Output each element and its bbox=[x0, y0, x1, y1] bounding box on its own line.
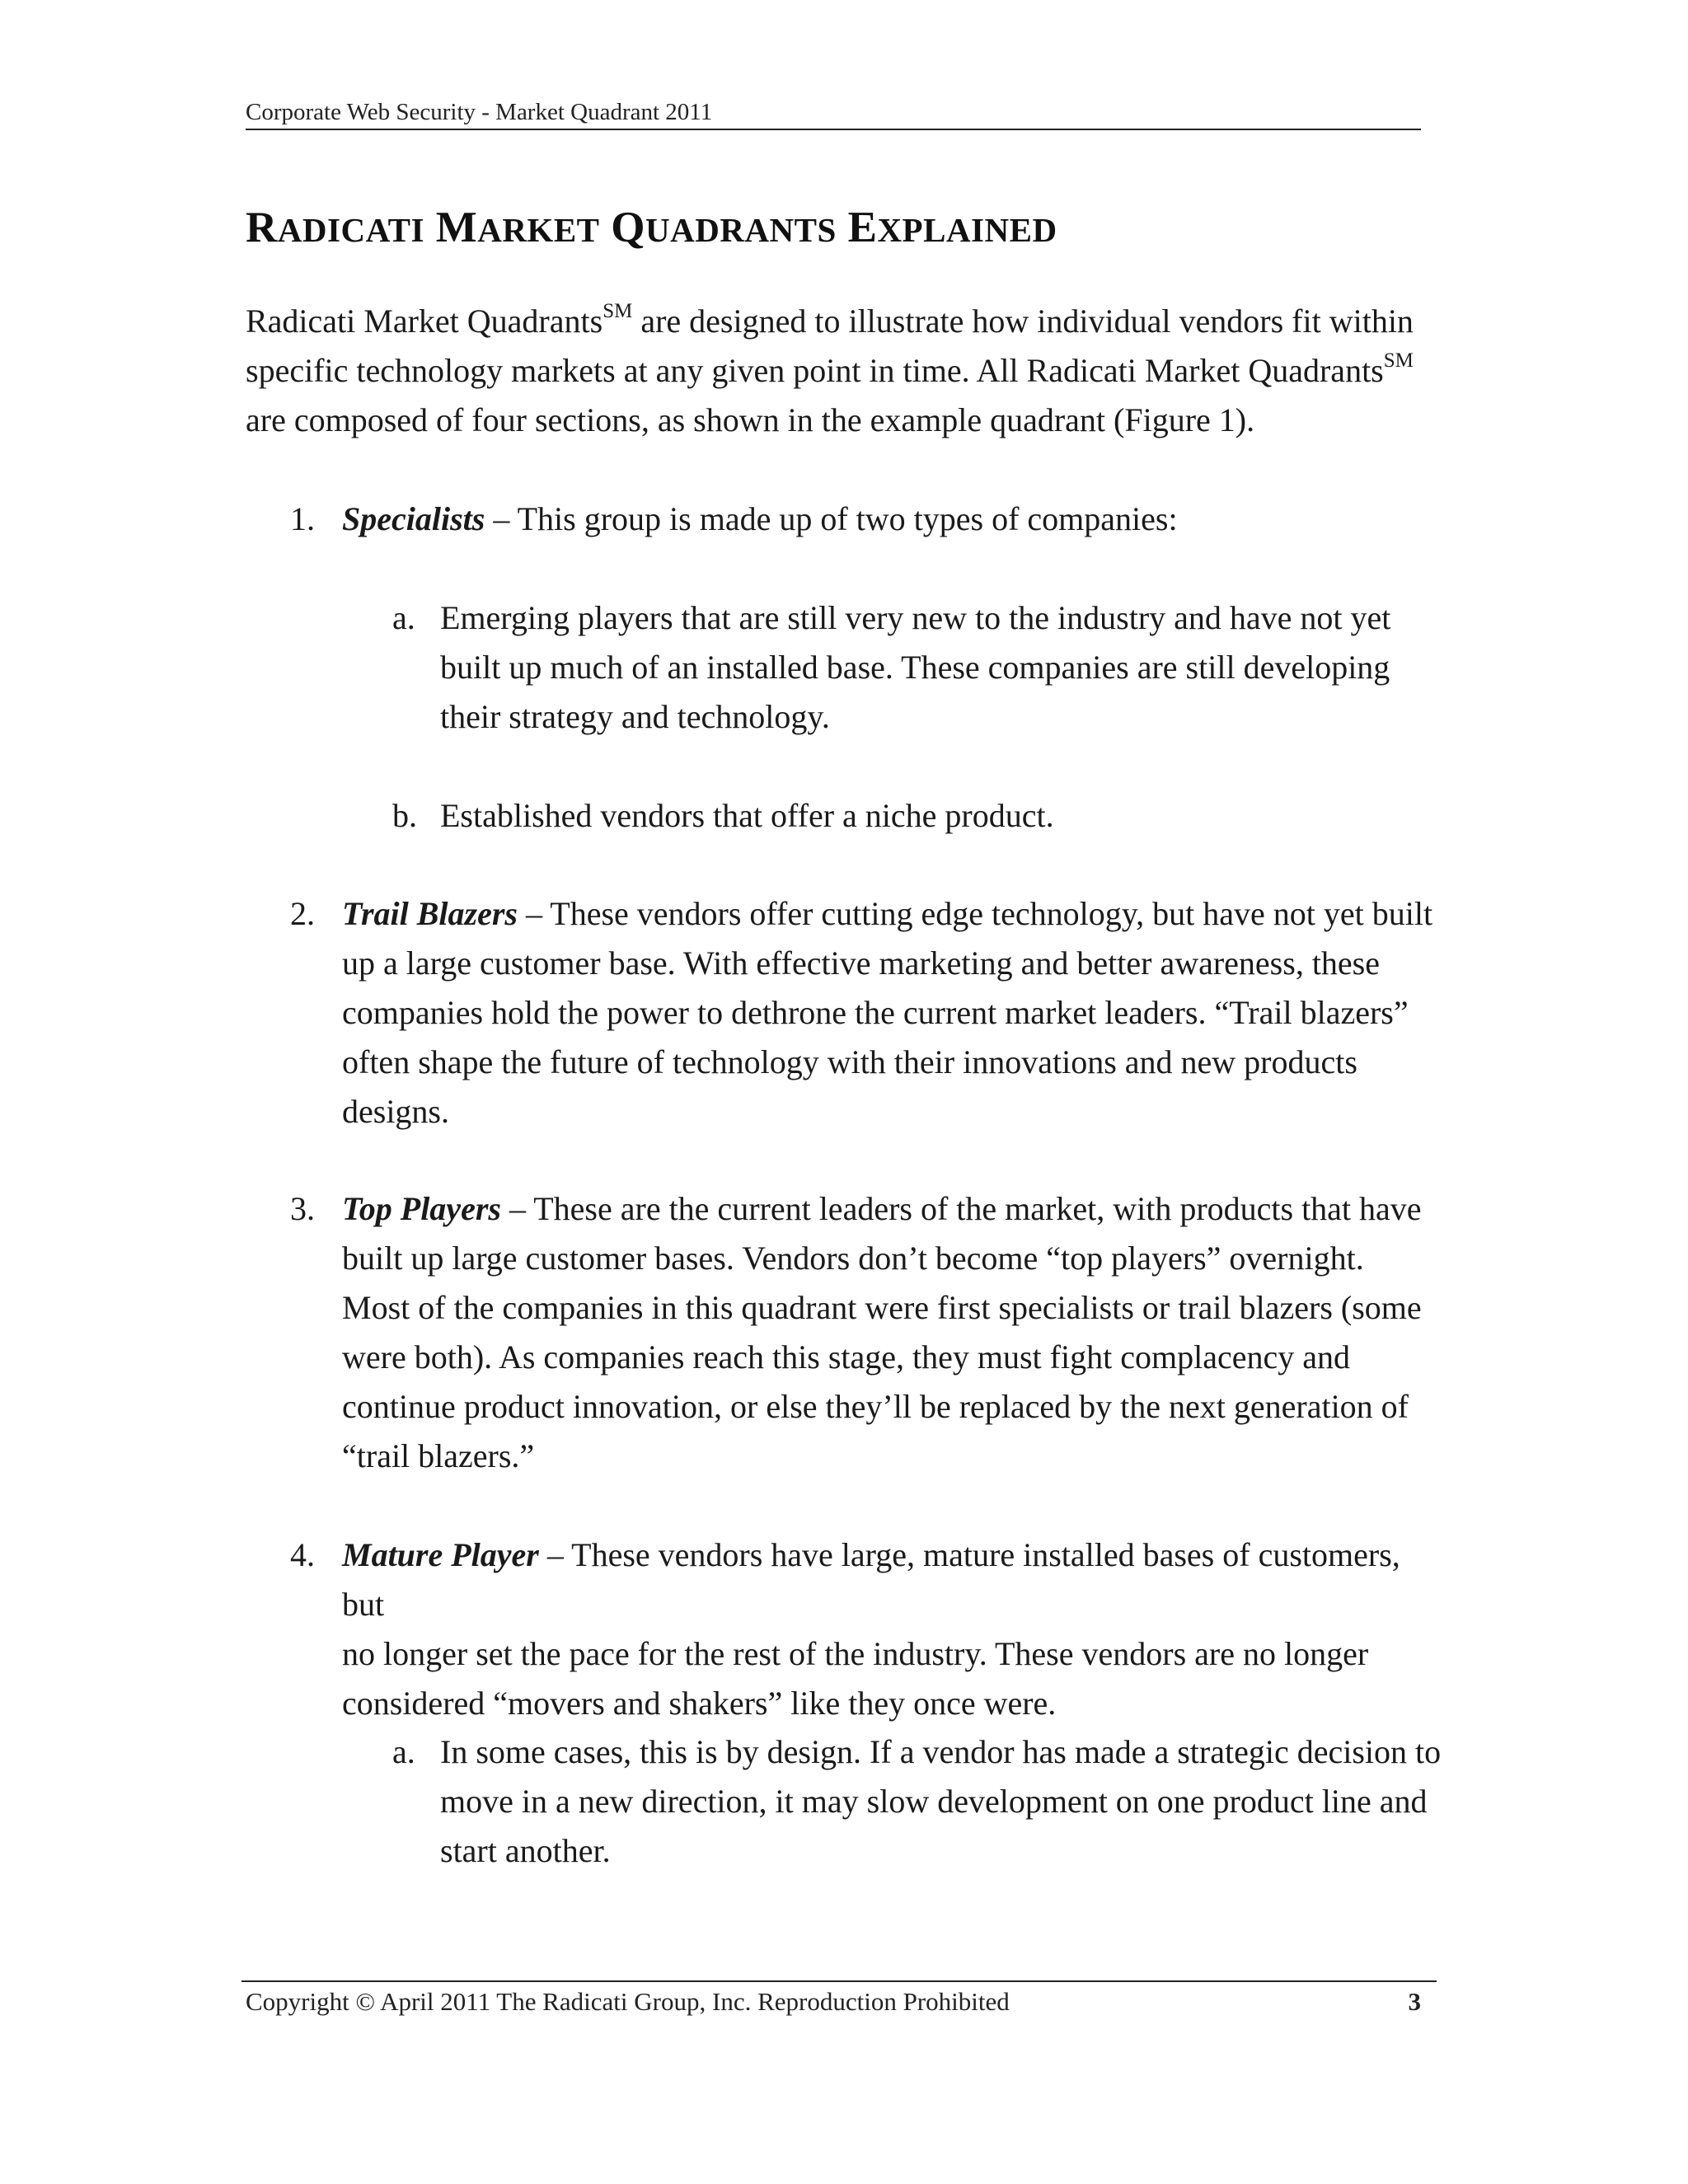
sub-item-letter: a. bbox=[392, 599, 415, 636]
list-text: – These vendors have large, mature installed bases of customers, but bbox=[342, 1536, 1400, 1623]
intro-line-3 bbox=[246, 396, 1432, 445]
list-number: 1. bbox=[290, 500, 315, 537]
list-line: often shape the future of technology with their innovations and new products bbox=[342, 1043, 1357, 1080]
copyright-notice: Copyright © April 2011 The Radicati Group, Inc. Reproduction Prohibited bbox=[246, 1987, 1010, 2016]
intro-line-2 bbox=[246, 346, 1432, 396]
list-line: were both). As companies reach this stage, they must fight complacency and bbox=[342, 1338, 1350, 1376]
title-initial: Q bbox=[611, 204, 646, 251]
list-line: built up large customer bases. Vendors don’t become “top players” overnight. bbox=[342, 1240, 1364, 1277]
intro-text-4: are composed of four sections, as shown in the example quadrant (Figure 1). bbox=[246, 401, 1255, 438]
intro-line-1 bbox=[246, 297, 1432, 346]
sub-item-line: Established vendors that offer a niche product. bbox=[440, 797, 1054, 834]
list-line: considered “movers and shakers” like they once were. bbox=[342, 1685, 1057, 1722]
term-specialists: Specialists bbox=[342, 500, 485, 537]
list-item-mature-player bbox=[290, 1530, 1442, 1728]
list-line: continue product innovation, or else they’ll be replaced by the next generation of bbox=[342, 1388, 1409, 1425]
title-small-caps: ADICATI bbox=[277, 211, 424, 249]
list-number: 4. bbox=[290, 1536, 315, 1573]
list-text: – These are the current leaders of the market, with products that have bbox=[509, 1190, 1422, 1227]
footer-divider bbox=[241, 1980, 1437, 1982]
running-header bbox=[246, 97, 1421, 130]
title-initial: E bbox=[847, 204, 878, 251]
page-number: 3 bbox=[1408, 1987, 1421, 2016]
intro-text-2: are designed to illustrate how individual vendors fit within bbox=[632, 302, 1414, 340]
list-line: no longer set the pace for the rest of the industry. These vendors are no longer bbox=[342, 1635, 1369, 1672]
sub-item-by-design bbox=[392, 1727, 1450, 1876]
list-line: designs. bbox=[342, 1093, 449, 1130]
sub-item-emerging-players bbox=[392, 593, 1450, 742]
list-line bbox=[342, 1530, 1442, 1629]
list-line: up a large customer base. With effective marketing and better awareness, these bbox=[342, 944, 1381, 982]
sub-item-line: start another. bbox=[440, 1832, 611, 1869]
sub-item-letter: b. bbox=[392, 797, 417, 834]
title-initial: R bbox=[246, 204, 278, 251]
sub-item-letter: a. bbox=[392, 1733, 415, 1770]
list-line bbox=[342, 889, 1442, 939]
service-mark-1: SM bbox=[603, 300, 633, 322]
intro-text-3: specific technology markets at any given point in time. All Radicati Market Quadrants bbox=[246, 352, 1384, 389]
list-text: – These vendors offer cutting edge technology, but have not yet built bbox=[526, 895, 1433, 932]
list-line bbox=[342, 1184, 1442, 1234]
section-title bbox=[246, 203, 1057, 252]
list-number: 2. bbox=[290, 895, 315, 932]
list-line bbox=[342, 494, 1442, 544]
list-line: “trail blazers.” bbox=[342, 1437, 535, 1474]
list-number: 3. bbox=[290, 1190, 315, 1227]
list-line: companies hold the power to dethrone the current market leaders. “Trail blazers” bbox=[342, 994, 1409, 1031]
page-footer bbox=[246, 1985, 1421, 2018]
sub-item-line: In some cases, this is by design. If a vendor has made a strategic decision to bbox=[440, 1733, 1442, 1770]
intro-text-1: Radicati Market Quadrants bbox=[246, 302, 603, 340]
sub-item-established-vendors bbox=[392, 791, 1450, 841]
term-top-players: Top Players bbox=[342, 1190, 501, 1227]
sub-item-line: built up much of an installed base. These companies are still developing bbox=[440, 649, 1390, 686]
sub-item-line: move in a new direction, it may slow development on one product line and bbox=[440, 1783, 1428, 1820]
service-mark-2: SM bbox=[1383, 349, 1414, 372]
term-mature-player: Mature Player bbox=[342, 1536, 539, 1573]
list-item-trail-blazers bbox=[290, 889, 1442, 1137]
list-item-top-players bbox=[290, 1184, 1442, 1481]
sub-item-line: Emerging players that are still very new to the industry and have not yet bbox=[440, 599, 1391, 636]
title-small-caps: UADRANTS bbox=[645, 211, 837, 249]
title-small-caps: XPLAINED bbox=[877, 211, 1057, 249]
list-item-specialists bbox=[290, 494, 1442, 544]
list-line: Most of the companies in this quadrant were first specialists or trail blazers (some bbox=[342, 1289, 1422, 1326]
running-header-title: Corporate Web Security - Market Quadrant 2011 bbox=[246, 99, 713, 125]
intro-paragraph bbox=[246, 297, 1432, 445]
title-small-caps: ARKET bbox=[477, 211, 600, 249]
list-text: – This group is made up of two types of companies: bbox=[493, 500, 1178, 537]
sub-item-line: their strategy and technology. bbox=[440, 698, 830, 735]
title-initial: M bbox=[435, 204, 478, 251]
term-trail-blazers: Trail Blazers bbox=[342, 895, 518, 932]
